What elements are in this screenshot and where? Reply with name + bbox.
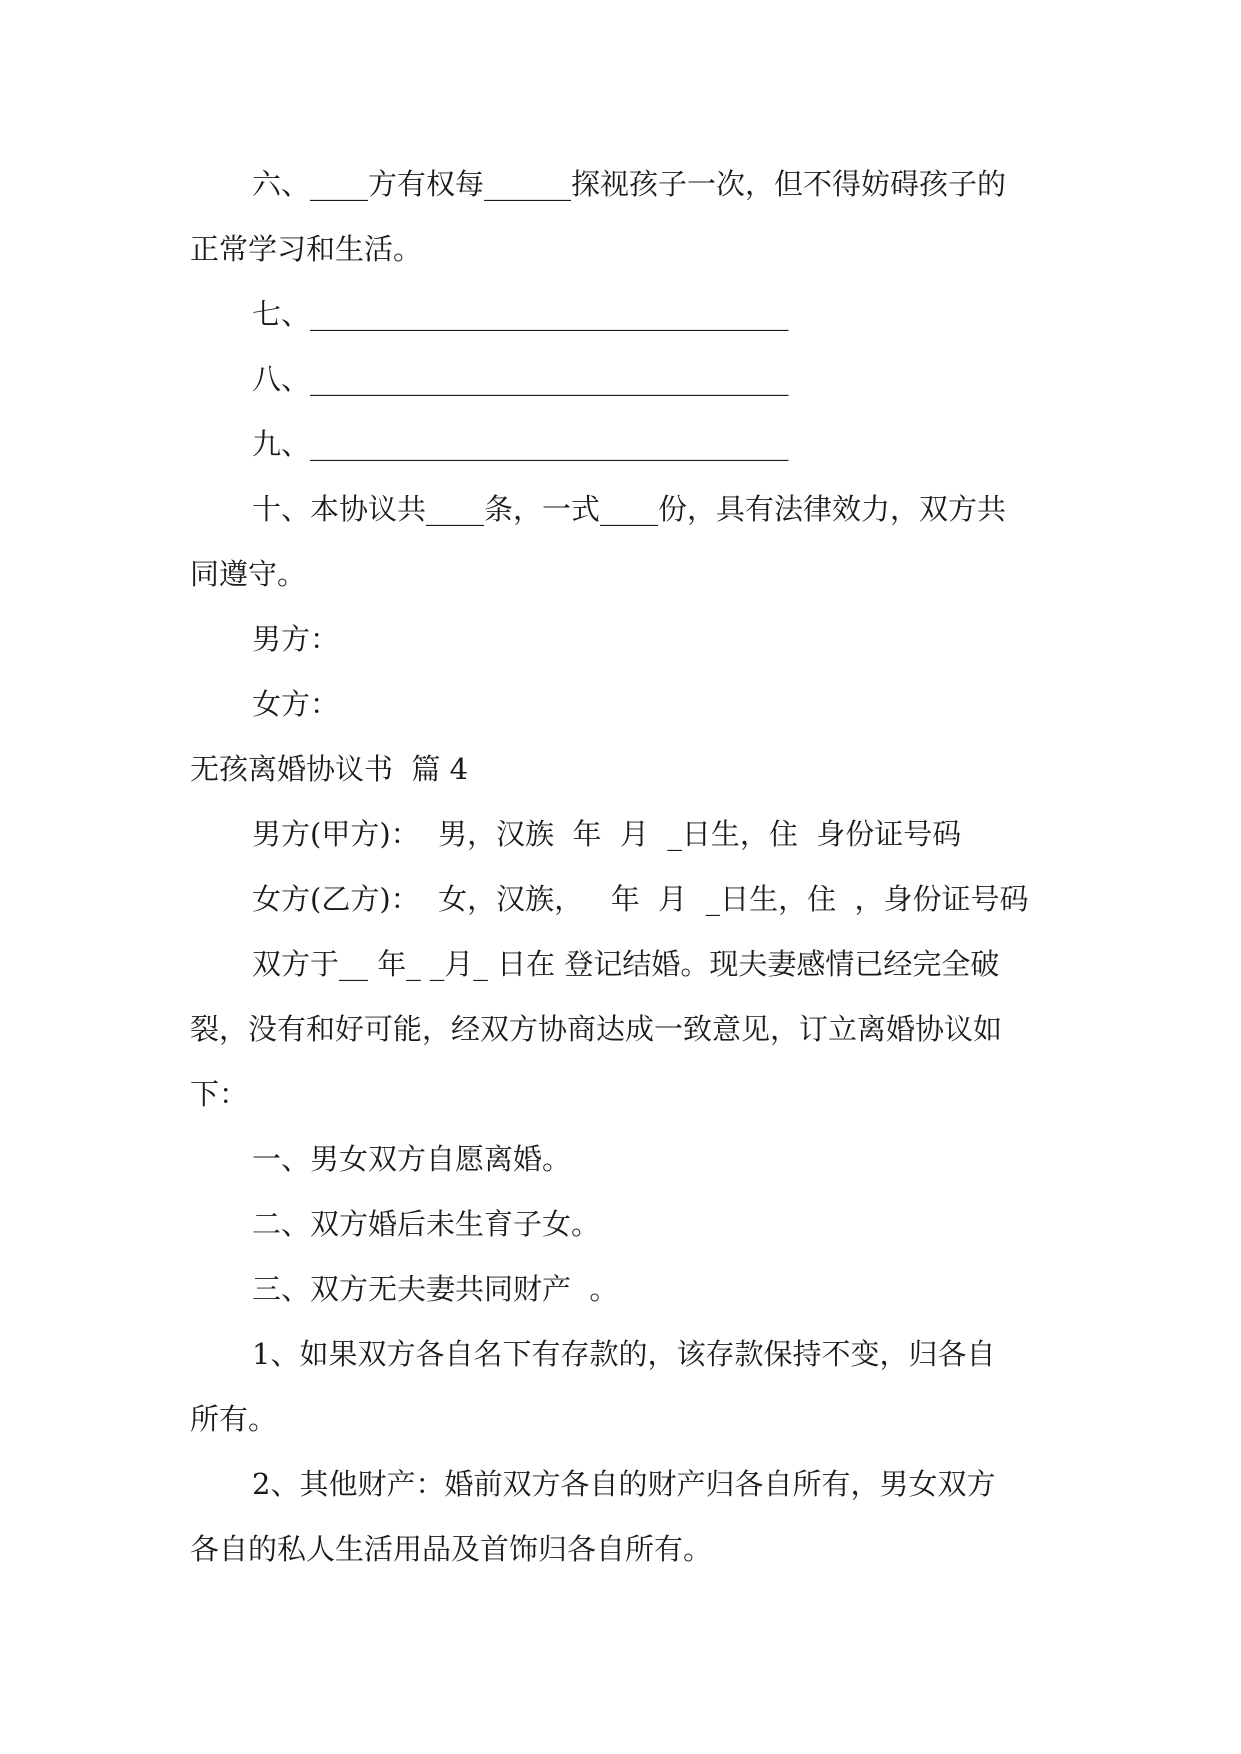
preamble-line-3: 下： — [190, 1077, 249, 1111]
party-a-info: 男方(甲方)： 男，汉族 年 月 _日生，住 身份证号码 — [252, 817, 962, 851]
female-signature-label: 女方： — [252, 687, 340, 721]
article-3: 三、双方无夫妻共同财产 。 — [252, 1272, 619, 1306]
article-3-item-2-line-1: 2、其他财产：婚前双方各自的财产归各自所有，男女双方 — [252, 1467, 996, 1501]
article-3-item-1-line-2: 所有。 — [190, 1402, 278, 1436]
article-2: 二、双方婚后未生育子女。 — [252, 1207, 601, 1241]
preamble-line-2: 裂，没有和好可能，经双方协商达成一致意见，订立离婚协议如 — [190, 1012, 1003, 1046]
clause-9: 九、_________________________________ — [252, 427, 789, 461]
article-1: 一、男女双方自愿离婚。 — [252, 1142, 572, 1176]
clause-7: 七、_________________________________ — [252, 297, 789, 331]
party-b-info: 女方(乙方)： 女，汉族， 年 月 _日生，住 ，身份证号码 — [252, 882, 1029, 916]
article-3-item-1-line-1: 1、如果双方各自名下有存款的，该存款保持不变，归各自 — [252, 1337, 996, 1371]
clause-6-line-2: 正常学习和生活。 — [190, 232, 423, 266]
clause-10-line-2: 同遵守。 — [190, 557, 307, 591]
clause-6-line-1: 六、____方有权每______探视孩子一次，但不得妨碍孩子的 — [252, 167, 1007, 201]
male-signature-label: 男方： — [252, 622, 340, 656]
article-3-item-2-line-2: 各自的私人生活用品及首饰归各自所有。 — [190, 1532, 713, 1566]
section-heading: 无孩离婚协议书 篇 4 — [190, 752, 469, 786]
preamble-line-1: 双方于__ 年_ _月_ 日在 登记结婚。现夫妻感情已经完全破 — [252, 947, 1000, 981]
clause-8: 八、_________________________________ — [252, 362, 789, 396]
clause-10-line-1: 十、本协议共____条，一式____份，具有法律效力，双方共 — [252, 492, 1007, 526]
